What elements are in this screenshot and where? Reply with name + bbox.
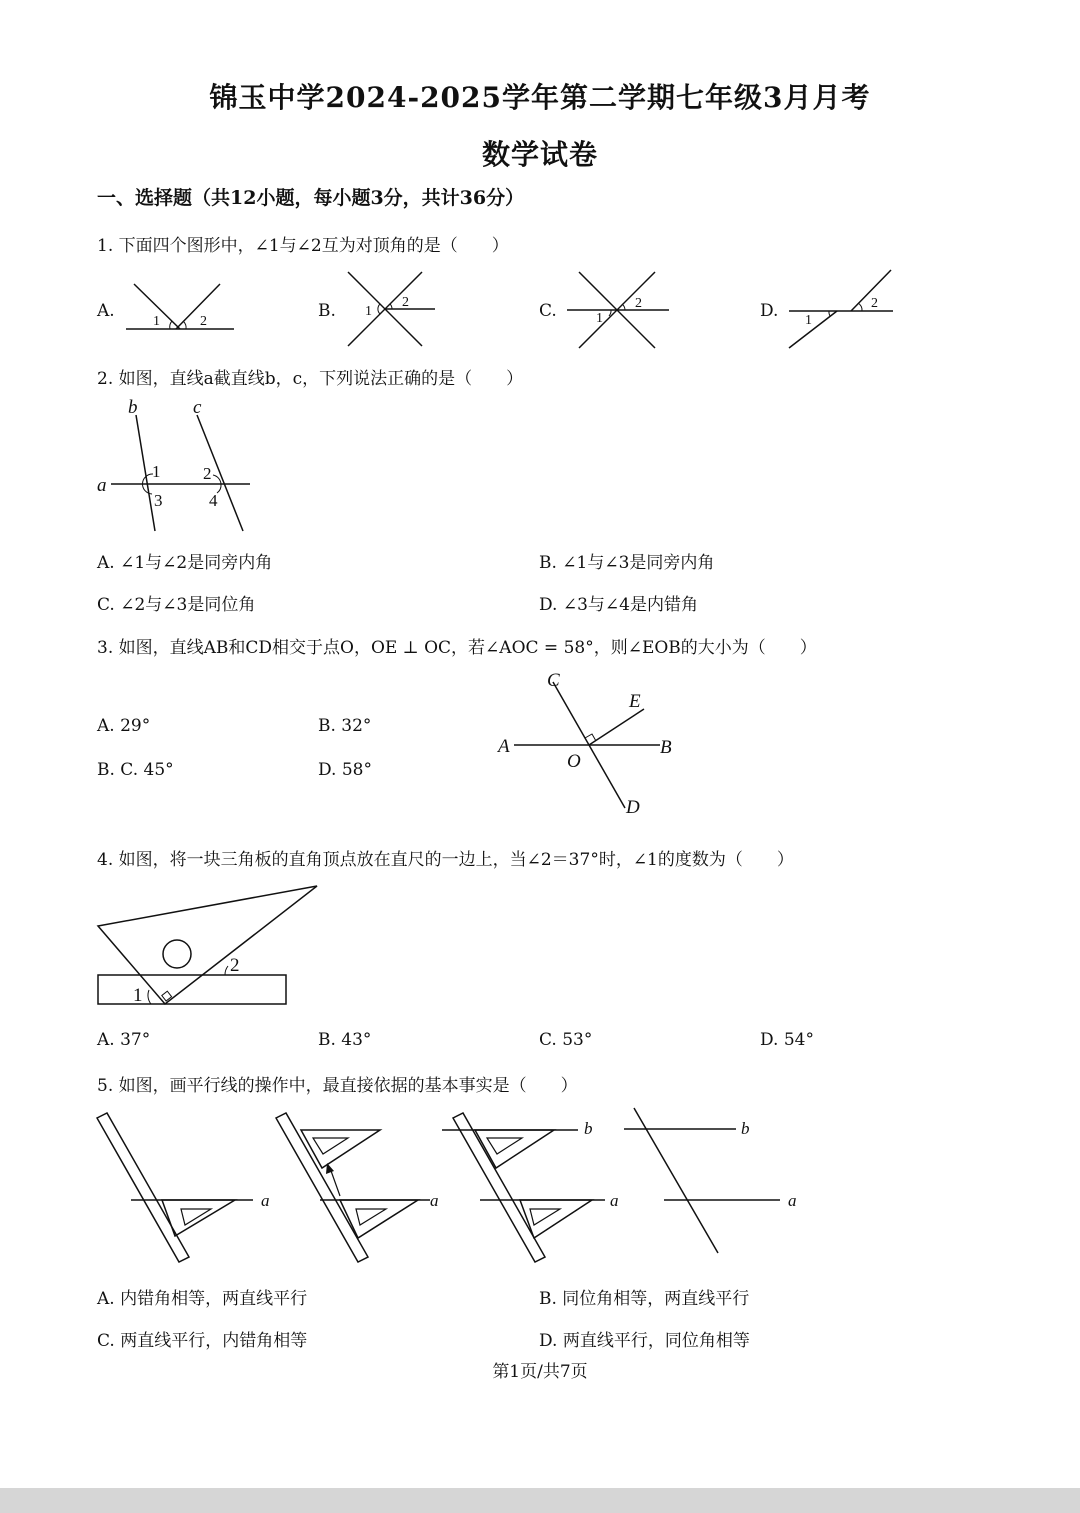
q5-fig2-label-a: a [430,1191,439,1210]
q3-label-O: O [567,751,581,772]
q1-figure-d [785,268,900,350]
q5-fig4-label-a: a [788,1191,797,1210]
q4-option-a[interactable]: A. 37° [97,1030,151,1050]
q1b-label-2: 2 [402,295,409,310]
q2-option-b[interactable]: B. ∠1与∠3是同旁内角 [539,553,715,573]
q2-label-4: 4 [209,491,218,510]
q2-label-a: a [97,475,107,496]
q2-label-2: 2 [203,464,212,483]
q2-option-d[interactable]: D. ∠3与∠4是内错角 [539,595,698,615]
q3-label-B: B [660,737,672,758]
q5-option-b[interactable]: B. 同位角相等，两直线平行 [539,1289,750,1309]
q1d-label-1: 1 [805,313,812,328]
q4-label-2: 2 [230,955,240,976]
q2-option-a[interactable]: A. ∠1与∠2是同旁内角 [97,553,273,573]
q4-option-d[interactable]: D. 54° [760,1030,814,1050]
q3-figure [490,665,690,825]
q1-option-c-label[interactable]: C. [539,301,557,321]
q5-figure-2 [270,1110,460,1270]
q2-label-c: c [193,397,202,418]
q3-label-D: D [626,797,640,818]
q3-label-C: C [547,670,560,691]
q5-option-a[interactable]: A. 内错角相等，两直线平行 [97,1289,308,1309]
q5-fig3-label-b: b [584,1119,593,1138]
q1-option-d-label[interactable]: D. [760,301,779,321]
q5-fig3-label-a: a [610,1191,619,1210]
question-1-stem: 1. 下面四个图形中，∠1与∠2互为对顶角的是（ ） [97,236,509,256]
q5-fig1-label-a: a [261,1191,270,1210]
q4-label-1: 1 [133,985,143,1006]
q2-option-c[interactable]: C. ∠2与∠3是同位角 [97,595,256,615]
q1a-label-2: 2 [200,314,207,329]
q4-figure [95,882,325,1012]
q1-option-b-label[interactable]: B. [318,301,336,321]
question-5-stem: 5. 如图，画平行线的操作中，最直接依据的基本事实是（ ） [97,1076,578,1096]
q2-label-3: 3 [154,491,163,510]
q1-figure-c [565,270,675,350]
q2-label-b: b [128,397,138,418]
q1-option-a-label[interactable]: A. [97,301,115,321]
q4-option-c[interactable]: C. 53° [539,1030,593,1050]
scroll-area-divider [0,1488,1080,1513]
q2-figure [95,395,265,540]
exam-subtitle: 数学试卷 [481,138,598,171]
exam-title: 锦玉中学2024-2025学年第二学期七年级3月月考 [209,81,871,114]
q3-option-d[interactable]: D. 58° [318,760,372,780]
q5-figure-1 [95,1110,285,1270]
q3-option-c[interactable]: B. C. 45° [97,760,174,780]
q3-option-b[interactable]: B. 32° [318,716,372,736]
q1c-label-1: 1 [596,311,603,326]
section-heading: 一、选择题（共12小题，每小题3分，共计36分） [97,187,525,209]
q1d-label-2: 2 [871,296,878,311]
question-4-stem: 4. 如图，将一块三角板的直角顶点放在直尺的一边上，当∠2＝37°时，∠1的度数为（ ） [97,850,794,870]
question-2-stem: 2. 如图，直线a截直线b，c，下列说法正确的是（ ） [97,369,524,389]
q3-label-E: E [629,691,641,712]
q5-option-d[interactable]: D. 两直线平行，同位角相等 [539,1331,750,1351]
q5-figure-4 [620,1105,810,1265]
q5-fig4-label-b: b [741,1119,750,1138]
q1-figure-a [120,280,240,340]
ruler [98,975,286,1004]
q1-figure-b [340,270,440,350]
q3-label-A: A [498,736,510,757]
q3-option-a[interactable]: A. 29° [97,716,151,736]
q2-label-1: 1 [152,462,161,481]
q5-option-c[interactable]: C. 两直线平行，内错角相等 [97,1331,308,1351]
q4-option-b[interactable]: B. 43° [318,1030,372,1050]
q1b-label-1: 1 [365,304,372,319]
page-number: 第1页/共7页 [492,1362,588,1382]
question-3-stem: 3. 如图，直线AB和CD相交于点O，OE ⊥ OC，若∠AOC = 58°，则∠EOB的大小为（ ） [97,638,817,658]
q1a-label-1: 1 [153,314,160,329]
q5-figure-3 [440,1110,630,1270]
q1c-label-2: 2 [635,296,642,311]
